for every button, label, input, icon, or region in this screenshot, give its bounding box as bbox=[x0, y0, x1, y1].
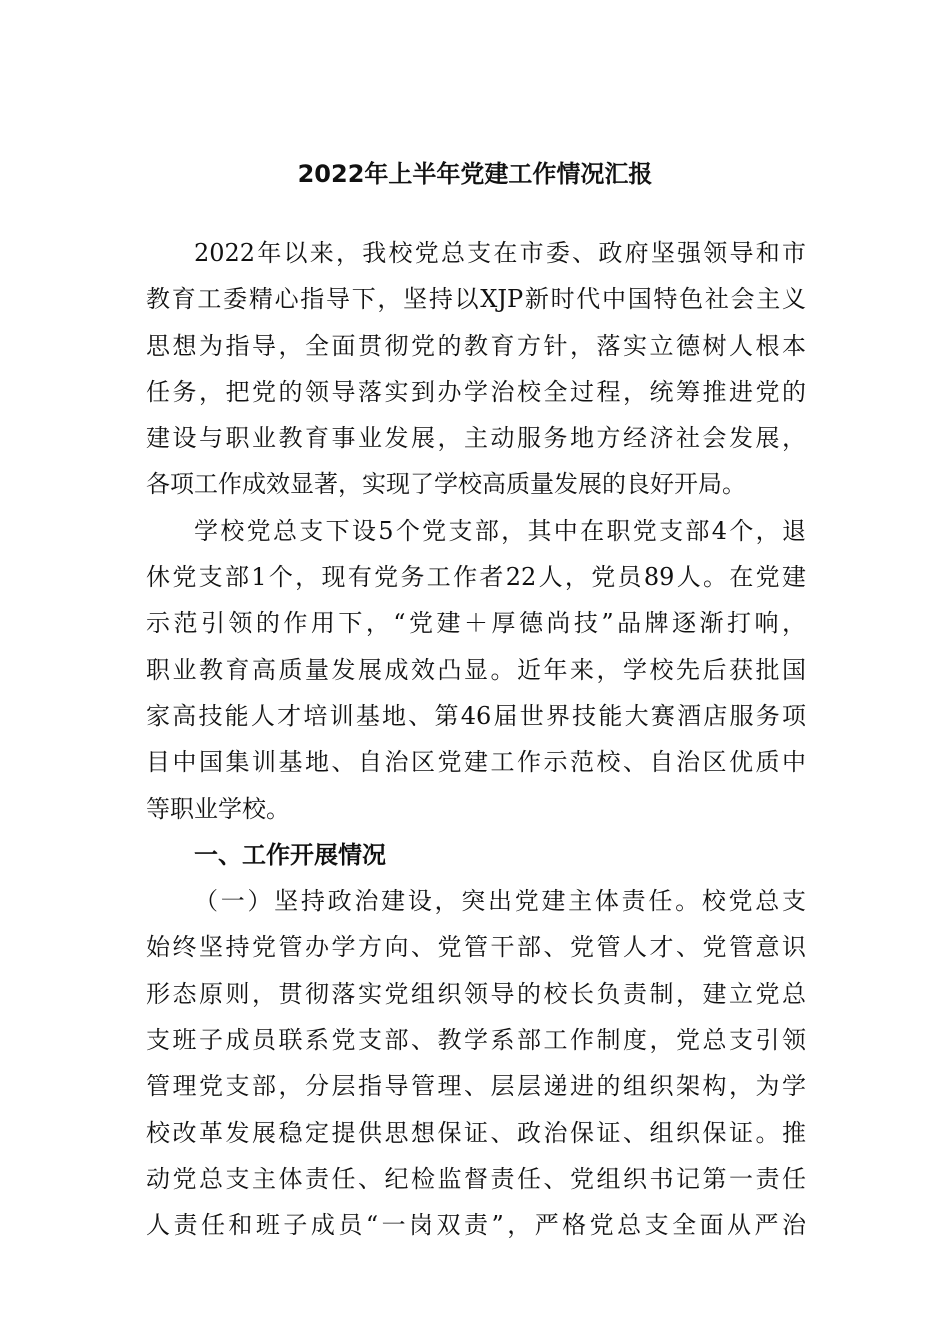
section-heading: 一、工作开展情况 bbox=[194, 840, 386, 869]
paragraph-line: 职业教育高质量发展成效凸显。近年来，学校先后获批国 bbox=[146, 655, 806, 684]
document-body bbox=[146, 230, 806, 1249]
paragraph-line: 校改革发展稳定提供思想保证、政治保证、组织保证。推 bbox=[146, 1118, 806, 1147]
paragraph-line: 2022年以来，我校党总支在市委、政府坚强领导和市 bbox=[194, 239, 806, 267]
paragraph-line: 示范引领的作用下，“党建＋厚德尚技”品牌逐渐打响， bbox=[146, 609, 806, 638]
paragraph-line: 支班子成员联系党支部、教学系部工作制度，党总支引领 bbox=[146, 1026, 806, 1055]
paragraph-line: 各项工作成效显著，实现了学校高质量发展的良好开局。 bbox=[146, 470, 746, 499]
paragraph-line: 家高技能人才培训基地、第46届世界技能大赛酒店服务项 bbox=[146, 701, 806, 730]
paragraph-line: 休党支部1个，现有党务工作者22人，党员89人。在党建 bbox=[146, 563, 806, 592]
paragraph-line: 教育工委精心指导下，坚持以XJP新时代中国特色社会主义 bbox=[146, 285, 806, 314]
paragraph-political-building bbox=[146, 878, 806, 1248]
paragraph-line: 等职业学校。 bbox=[146, 794, 290, 823]
paragraph-line: 动党总支主体责任、纪检监督责任、党组织书记第一责任 bbox=[146, 1164, 806, 1193]
paragraph-line: 目中国集训基地、自治区党建工作示范校、自治区优质中 bbox=[146, 748, 806, 777]
paragraph-intro bbox=[146, 230, 806, 508]
paragraph-line: 管理党支部，分层指导管理、层层递进的组织架构，为学 bbox=[146, 1072, 806, 1101]
paragraph-line: 人责任和班子成员“一岗双责”，严格党总支全面从严治 bbox=[146, 1211, 806, 1240]
paragraph-line: 任务，把党的领导落实到办学治校全过程，统筹推进党的 bbox=[146, 377, 806, 406]
paragraph-line: 形态原则，贯彻落实党组织领导的校长负责制，建立党总 bbox=[146, 979, 806, 1008]
paragraph-line: （一）坚持政治建设，突出党建主体责任。校党总支 bbox=[194, 887, 806, 916]
paragraph-line: 建设与职业教育事业发展，主动服务地方经济社会发展， bbox=[146, 424, 806, 453]
paragraph-line: 始终坚持党管办学方向、党管干部、党管人才、党管意识 bbox=[146, 933, 806, 962]
paragraph-line: 学校党总支下设5个党支部，其中在职党支部4个，退 bbox=[194, 516, 806, 545]
paragraph-overview bbox=[146, 508, 806, 832]
document-title: 2022年上半年党建工作情况汇报 bbox=[297, 160, 653, 188]
paragraph-line: 思想为指导，全面贯彻党的教育方针，落实立德树人根本 bbox=[146, 331, 806, 360]
